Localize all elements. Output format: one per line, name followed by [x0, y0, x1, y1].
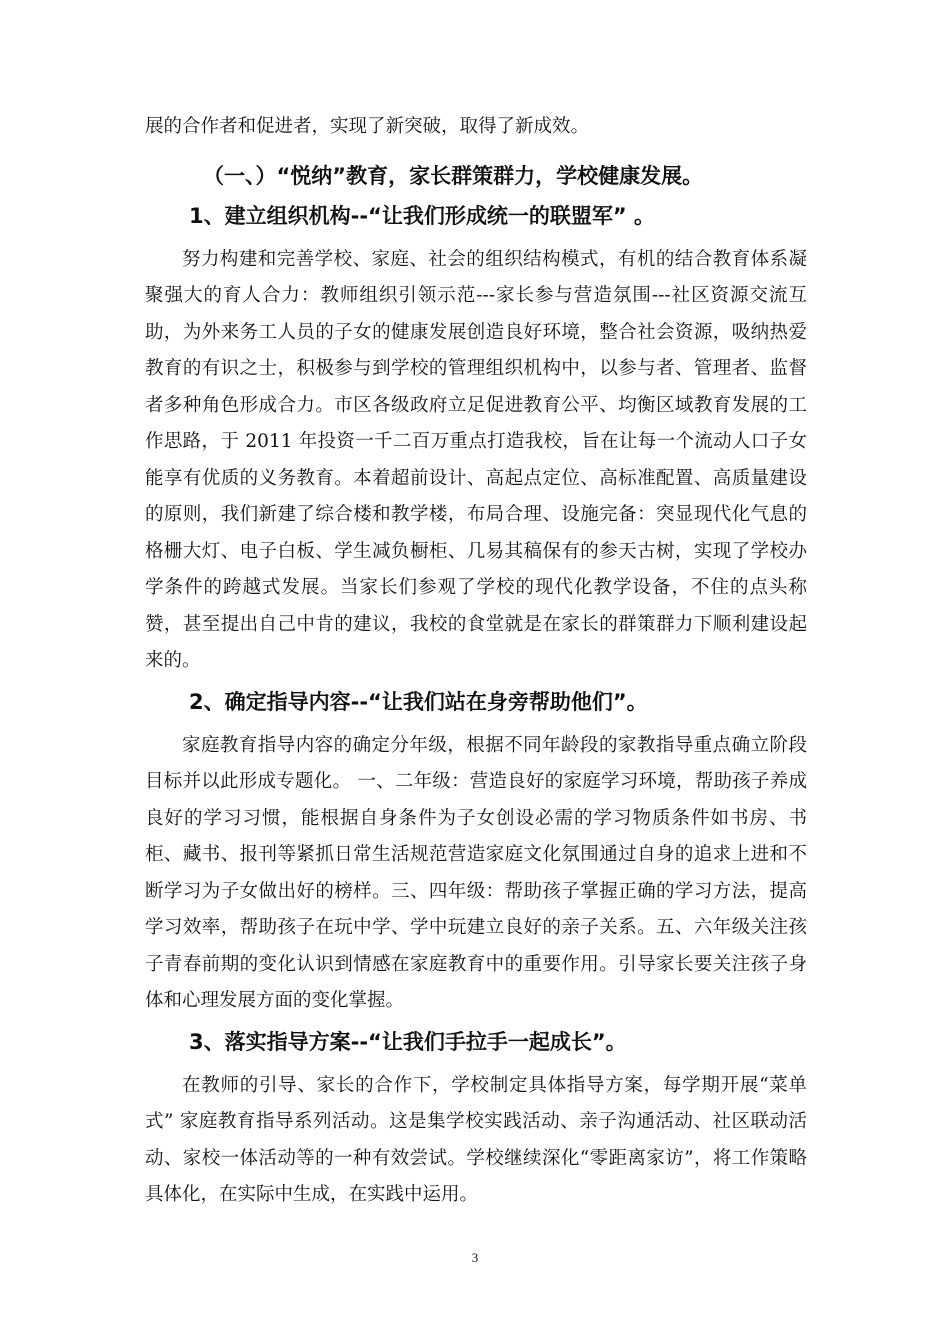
subsection-body-2: 家庭教育指导内容的确定分年级，根据不同年龄段的家教指导重点确立阶段目标并以此形成专题化。 一、二年级：营造良好的家庭学习环境，帮助孩子养成良好的学习习惯，能根据自身条件为子女创设必需的学习物质条件如书房、书柜、藏书、报刊等紧抓日常生活规范营造家庭文化氛围通过自身的追求上进和不断学习为子女做出好的榜样。三、四年级：帮助孩子掌握正确的学习方法，提高学习效率，帮助孩子在玩中学、学中玩建立良好的亲子关系。五、六年级关注孩子青春前期的变化认识到情感在家庭教育中的重要作用。引导家长要关注孩子身体和心理发展方面的变化掌握。: [145, 734, 807, 1011]
section-heading: （一、）“悦纳”教育，家长群策群力，学校健康发展。: [203, 163, 704, 188]
intro-paragraph: 展的合作者和促进者，实现了新突破，取得了新成效。: [145, 116, 590, 137]
document-body: [145, 109, 807, 1214]
page-number: 3: [471, 1250, 479, 1265]
subsection-body-3: 在教师的引导、家长的合作下，学校制定具体指导方案，每学期开展“菜单式” 家庭教育指导系列活动。这是集学校实践活动、亲子沟通活动、社区联动活动、家校一体活动等的一种有效尝试。学校继续深化“零距离家访”，将工作策略具体化，在实际中生成，在实践中运用。: [145, 1074, 807, 1205]
subsection-body-1: 努力构建和完善学校、家庭、社会的组织结构模式，有机的结合教育体系凝聚强大的育人合力：教师组织引领示范---家长参与营造氛围---社区资源交流互助，为外来务工人员的子女的健康发展创造良好环境，整合社会资源，吸纳热爱教育的有识之士，积极参与到学校的管理组织机构中，以参与者、管理者、监督者多种角色形成合力。市区各级政府立足促进教育公平、均衡区域教育发展的工作思路，于 2011 年投资一千二百万重点打造我校，旨在让每一个流动人口子女能享有优质的义务教育。本着超前设计、高起点定位、高标准配置、高质量建设的原则，我们新建了综合楼和教学楼，布局合理、设施完备：突显现代化气息的格栅大灯、电子白板、学生减负橱柜、几易其稿保有的参天古树，实现了学校办学条件的跨越式发展。当家长们参观了学校的现代化教学设备，不住的点头称赞，甚至提出自己中肯的建议，我校的食堂就是在家长的群策群力下顺利建设起来的。: [145, 248, 807, 671]
subsection-heading-2: 2、确定指导内容--“让我们站在身旁帮助他们”。: [189, 689, 648, 714]
subsection-heading-1: 1、建立组织机构--“让我们形成统一的联盟军” 。: [189, 203, 655, 228]
subsection-heading-3: 3、落实指导方案--“让我们手拉手一起成长”。: [189, 1029, 627, 1054]
